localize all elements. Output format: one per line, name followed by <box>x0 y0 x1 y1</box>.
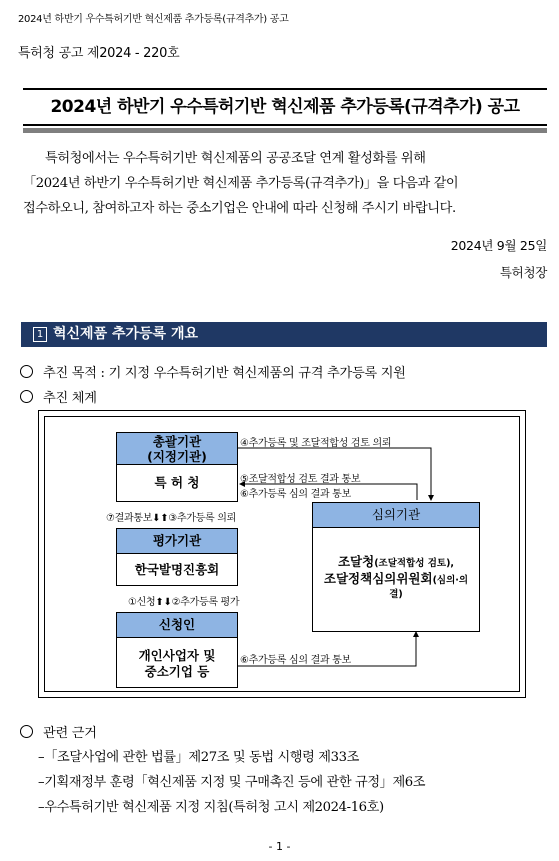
box-general-head <box>117 433 237 465</box>
label-step4: ④추가등록 및 조달적합성 검토 의뢰 <box>240 438 392 449</box>
notice-number: 특허청 공고 제2024 - 220호 <box>18 46 180 61</box>
applicant-body-line2: 중소기업 등 <box>144 664 210 679</box>
label-step5: ⑤조달적합성 검토 결과 통보 <box>240 474 361 485</box>
label-step6a: ⑥추가등록 심의 결과 통보 <box>240 489 351 500</box>
box-general-agency <box>116 432 238 502</box>
intro-line-2: 「2024년 하반기 우수특허기반 혁신제품 추가등록(규격추가)」을 다음과 같이 <box>23 176 459 191</box>
box-applicant <box>116 612 238 688</box>
label-step1: ①신청 <box>128 597 156 608</box>
up-arrow-icon: ⬆ <box>160 513 169 524</box>
notice-date: 2024년 9월 25일 <box>450 238 547 253</box>
applicant-body-line1: 개인사업자 및 <box>138 648 216 663</box>
committee-main-note: (조달적합성 검토), <box>374 558 455 569</box>
label-step7-3 <box>106 509 236 524</box>
basis-item-1: –「조달사업에 관한 법률」제27조 및 동법 시행령 제33조 <box>38 750 359 765</box>
circle-bullet-icon <box>20 725 33 738</box>
committee-head: 심의기관 <box>313 503 479 528</box>
label-step7: ⑦결과통보 <box>106 513 153 524</box>
section-number: 1 <box>33 327 47 342</box>
page-number: - 1 - <box>268 840 291 853</box>
page-title: 2024년 하반기 우수특허기반 혁신제품 추가등록(규격추가) 공고 <box>50 97 520 117</box>
label-step2: ②추가등록 평가 <box>171 597 240 608</box>
system-text: 추진 체계 <box>43 391 97 406</box>
box-evaluator <box>116 528 238 586</box>
evaluator-body: 한국발명진흥회 <box>134 562 220 577</box>
intro-line-1: 특허청에서는 우수특허기반 혁신제품의 공공조달 연계 활성화를 위해 <box>45 151 426 166</box>
evaluator-head: 평가기관 <box>117 529 237 554</box>
down-arrow-icon: ⬇ <box>152 513 161 524</box>
committee-body <box>313 528 479 602</box>
committee-tail: 결) <box>389 589 403 600</box>
applicant-head: 신청인 <box>117 613 237 638</box>
basis-item-2: –기획재정부 훈령「혁신제품 지정 및 구매촉진 등에 관한 규정」제6조 <box>38 775 426 790</box>
label-step1-2 <box>128 593 239 608</box>
basis-text: 관련 근거 <box>43 726 97 741</box>
basis-item-3: –우수특허기반 혁신제품 지정 지침(특허청 고시 제2024-16호) <box>38 800 384 815</box>
general-head-line1: 총괄기관 <box>152 434 202 449</box>
box-committee <box>312 502 480 632</box>
section-title: 혁신제품 추가등록 개요 <box>53 326 198 342</box>
purpose-text: 추진 목적 : 기 지정 우수특허기반 혁신제품의 규격 추가등록 지원 <box>43 366 406 381</box>
bullet-basis <box>20 722 97 741</box>
general-body: 특 허 청 <box>154 475 200 490</box>
down-arrow-icon: ⬇ <box>163 597 172 608</box>
applicant-body <box>117 638 237 680</box>
committee-main2: 조달정책심의위원회 <box>323 571 433 586</box>
label-step3: ③추가등록 의뢰 <box>168 513 237 524</box>
up-arrow-icon: ⬆ <box>155 597 164 608</box>
issuer: 특허청장 <box>499 265 547 280</box>
label-step6b: ⑥추가등록 심의 결과 통보 <box>240 655 351 666</box>
committee-main: 조달청 <box>337 554 375 569</box>
committee-main2-note: (심의·의 <box>432 575 469 586</box>
running-header: 2024년 하반기 우수특허기반 혁신제품 추가등록(규격추가) 공고 <box>18 14 289 25</box>
intro-line-3: 접수하오니, 참여하고자 하는 중소기업은 안내에 따라 신청해 주시기 바랍니다. <box>23 201 456 216</box>
general-head-line2: (지정기관) <box>147 449 207 464</box>
